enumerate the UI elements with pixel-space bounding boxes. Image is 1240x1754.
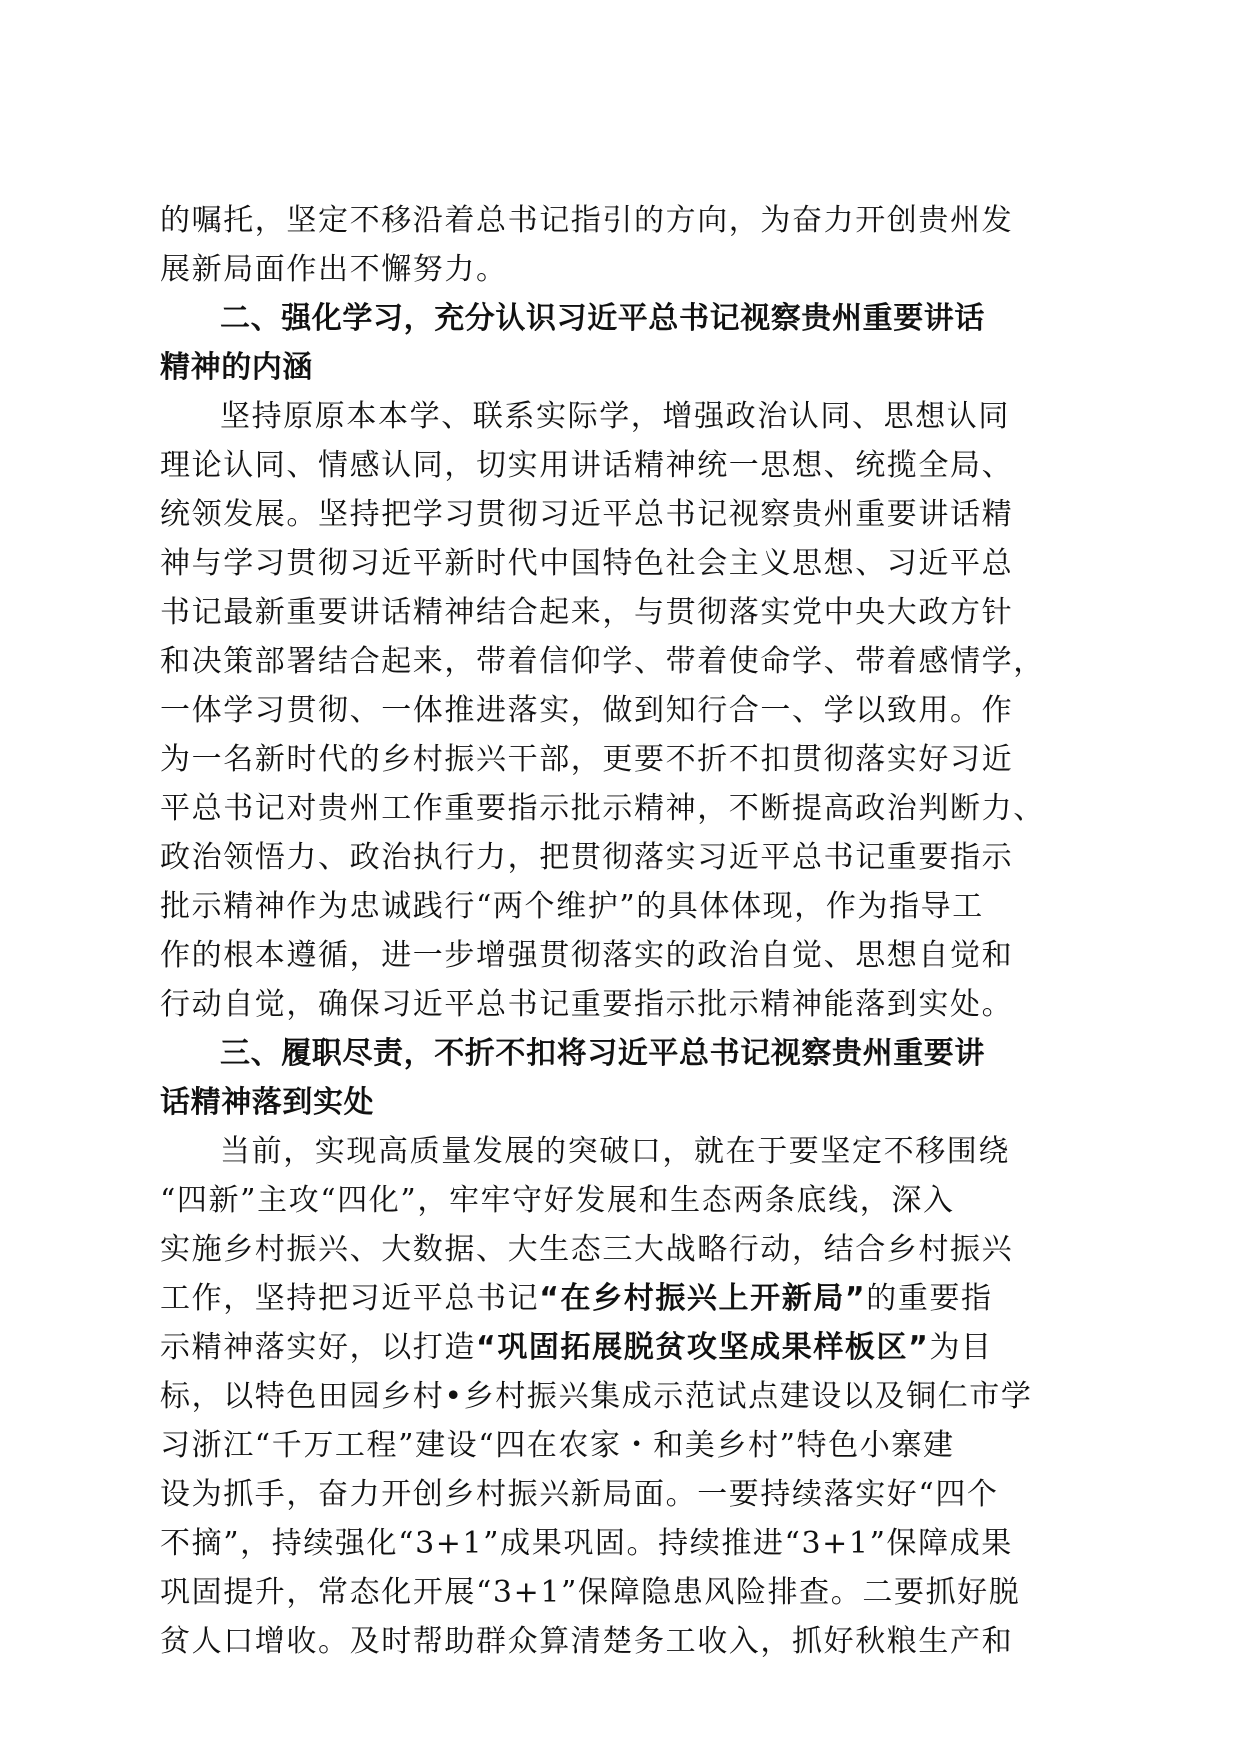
line-text-pre: 示精神落实好，以打造 [160,1330,476,1365]
text-line: 平总书记对贵州工作重要指示批示精神，不断提高政治判断力、 [160,791,1045,826]
text-line: 标，以特色田园乡村•乡村振兴集成示范试点建设以及铜仁市学 [160,1379,1033,1414]
text-line: 设为抓手，奋力开创乡村振兴新局面。一要持续落实好“四个 [160,1477,999,1512]
paragraph-start: 坚持原原本本学、联系实际学，增强政治认同、思想认同 [220,399,1010,434]
text-line-mixed [160,1323,1080,1372]
text-line: “四新”主攻“四化”，牢牢守好发展和生态两条底线，深入 [160,1183,955,1218]
emphasis-quote: “在乡村振兴上开新局” [539,1281,867,1316]
text-line-mixed [160,1274,1080,1323]
text-line: 实施乡村振兴、大数据、大生态三大战略行动，结合乡村振兴 [160,1232,1014,1267]
text-line: 政治领悟力、政治执行力，把贯彻落实习近平总书记重要指示 [160,840,1014,875]
text-line: 习浙江“千万工程”建设“四在农家・和美乡村”特色小寨建 [160,1428,955,1463]
section-heading-3-cont: 话精神落到实处 [160,1085,375,1120]
text-line: 一体学习贯彻、一体推进落实，做到知行合一、学以致用。作 [160,693,1014,728]
text-line: 作的根本遵循，进一步增强贯彻落实的政治自觉、思想自觉和 [160,938,1014,973]
text-line: 理论认同、情感认同，切实用讲话精神统一思想、统揽全局、 [160,448,1014,483]
line-text-post: 为目 [929,1330,993,1365]
emphasis-quote: “巩固拓展脱贫攻坚成果样板区” [476,1330,930,1365]
text-line: 展新局面作出不懈努力。 [160,252,508,287]
paragraph-start: 当前，实现高质量发展的突破口，就在于要坚定不移围绕 [220,1134,1010,1169]
text-line: 为一名新时代的乡村振兴干部，更要不折不扣贯彻落实好习近 [160,742,1014,777]
text-line: 的嘱托，坚定不移沿着总书记指引的方向，为奋力开创贵州发 [160,203,1014,238]
section-heading-2-cont: 精神的内涵 [160,350,313,385]
document-page [160,196,1080,1696]
text-line: 行动自觉，确保习近平总书记重要指示批示精神能落到实处。 [160,987,1014,1022]
line-text-pre: 工作，坚持把习近平总书记 [160,1281,540,1316]
text-line: 和决策部署结合起来，带着信仰学、带着使命学、带着感情学， [160,644,1045,679]
text-line: 批示精神作为忠诚践行“两个维护”的具体体现，作为指导工 [160,889,984,924]
text-line: 巩固提升，常态化开展“3+1”保障隐患风险排查。二要抓好脱 [160,1575,1021,1610]
text-line: 不摘”，持续强化“3+1”成果巩固。持续推进“3+1”保障成果 [160,1526,1013,1561]
text-line: 贫人口增收。及时帮助群众算清楚务工收入，抓好秋粮生产和 [160,1624,1014,1659]
line-text-post: 的重要指 [866,1281,993,1316]
text-line: 统领发展。坚持把学习贯彻习近平总书记视察贵州重要讲话精 [160,497,1014,532]
text-line: 书记最新重要讲话精神结合起来，与贯彻落实党中央大政方针 [160,595,1014,630]
section-heading-2: 二、强化学习，充分认识习近平总书记视察贵州重要讲话 [220,301,985,336]
section-heading-3: 三、履职尽责，不折不扣将习近平总书记视察贵州重要讲 [220,1036,985,1071]
text-line: 神与学习贯彻习近平新时代中国特色社会主义思想、习近平总 [160,546,1014,581]
